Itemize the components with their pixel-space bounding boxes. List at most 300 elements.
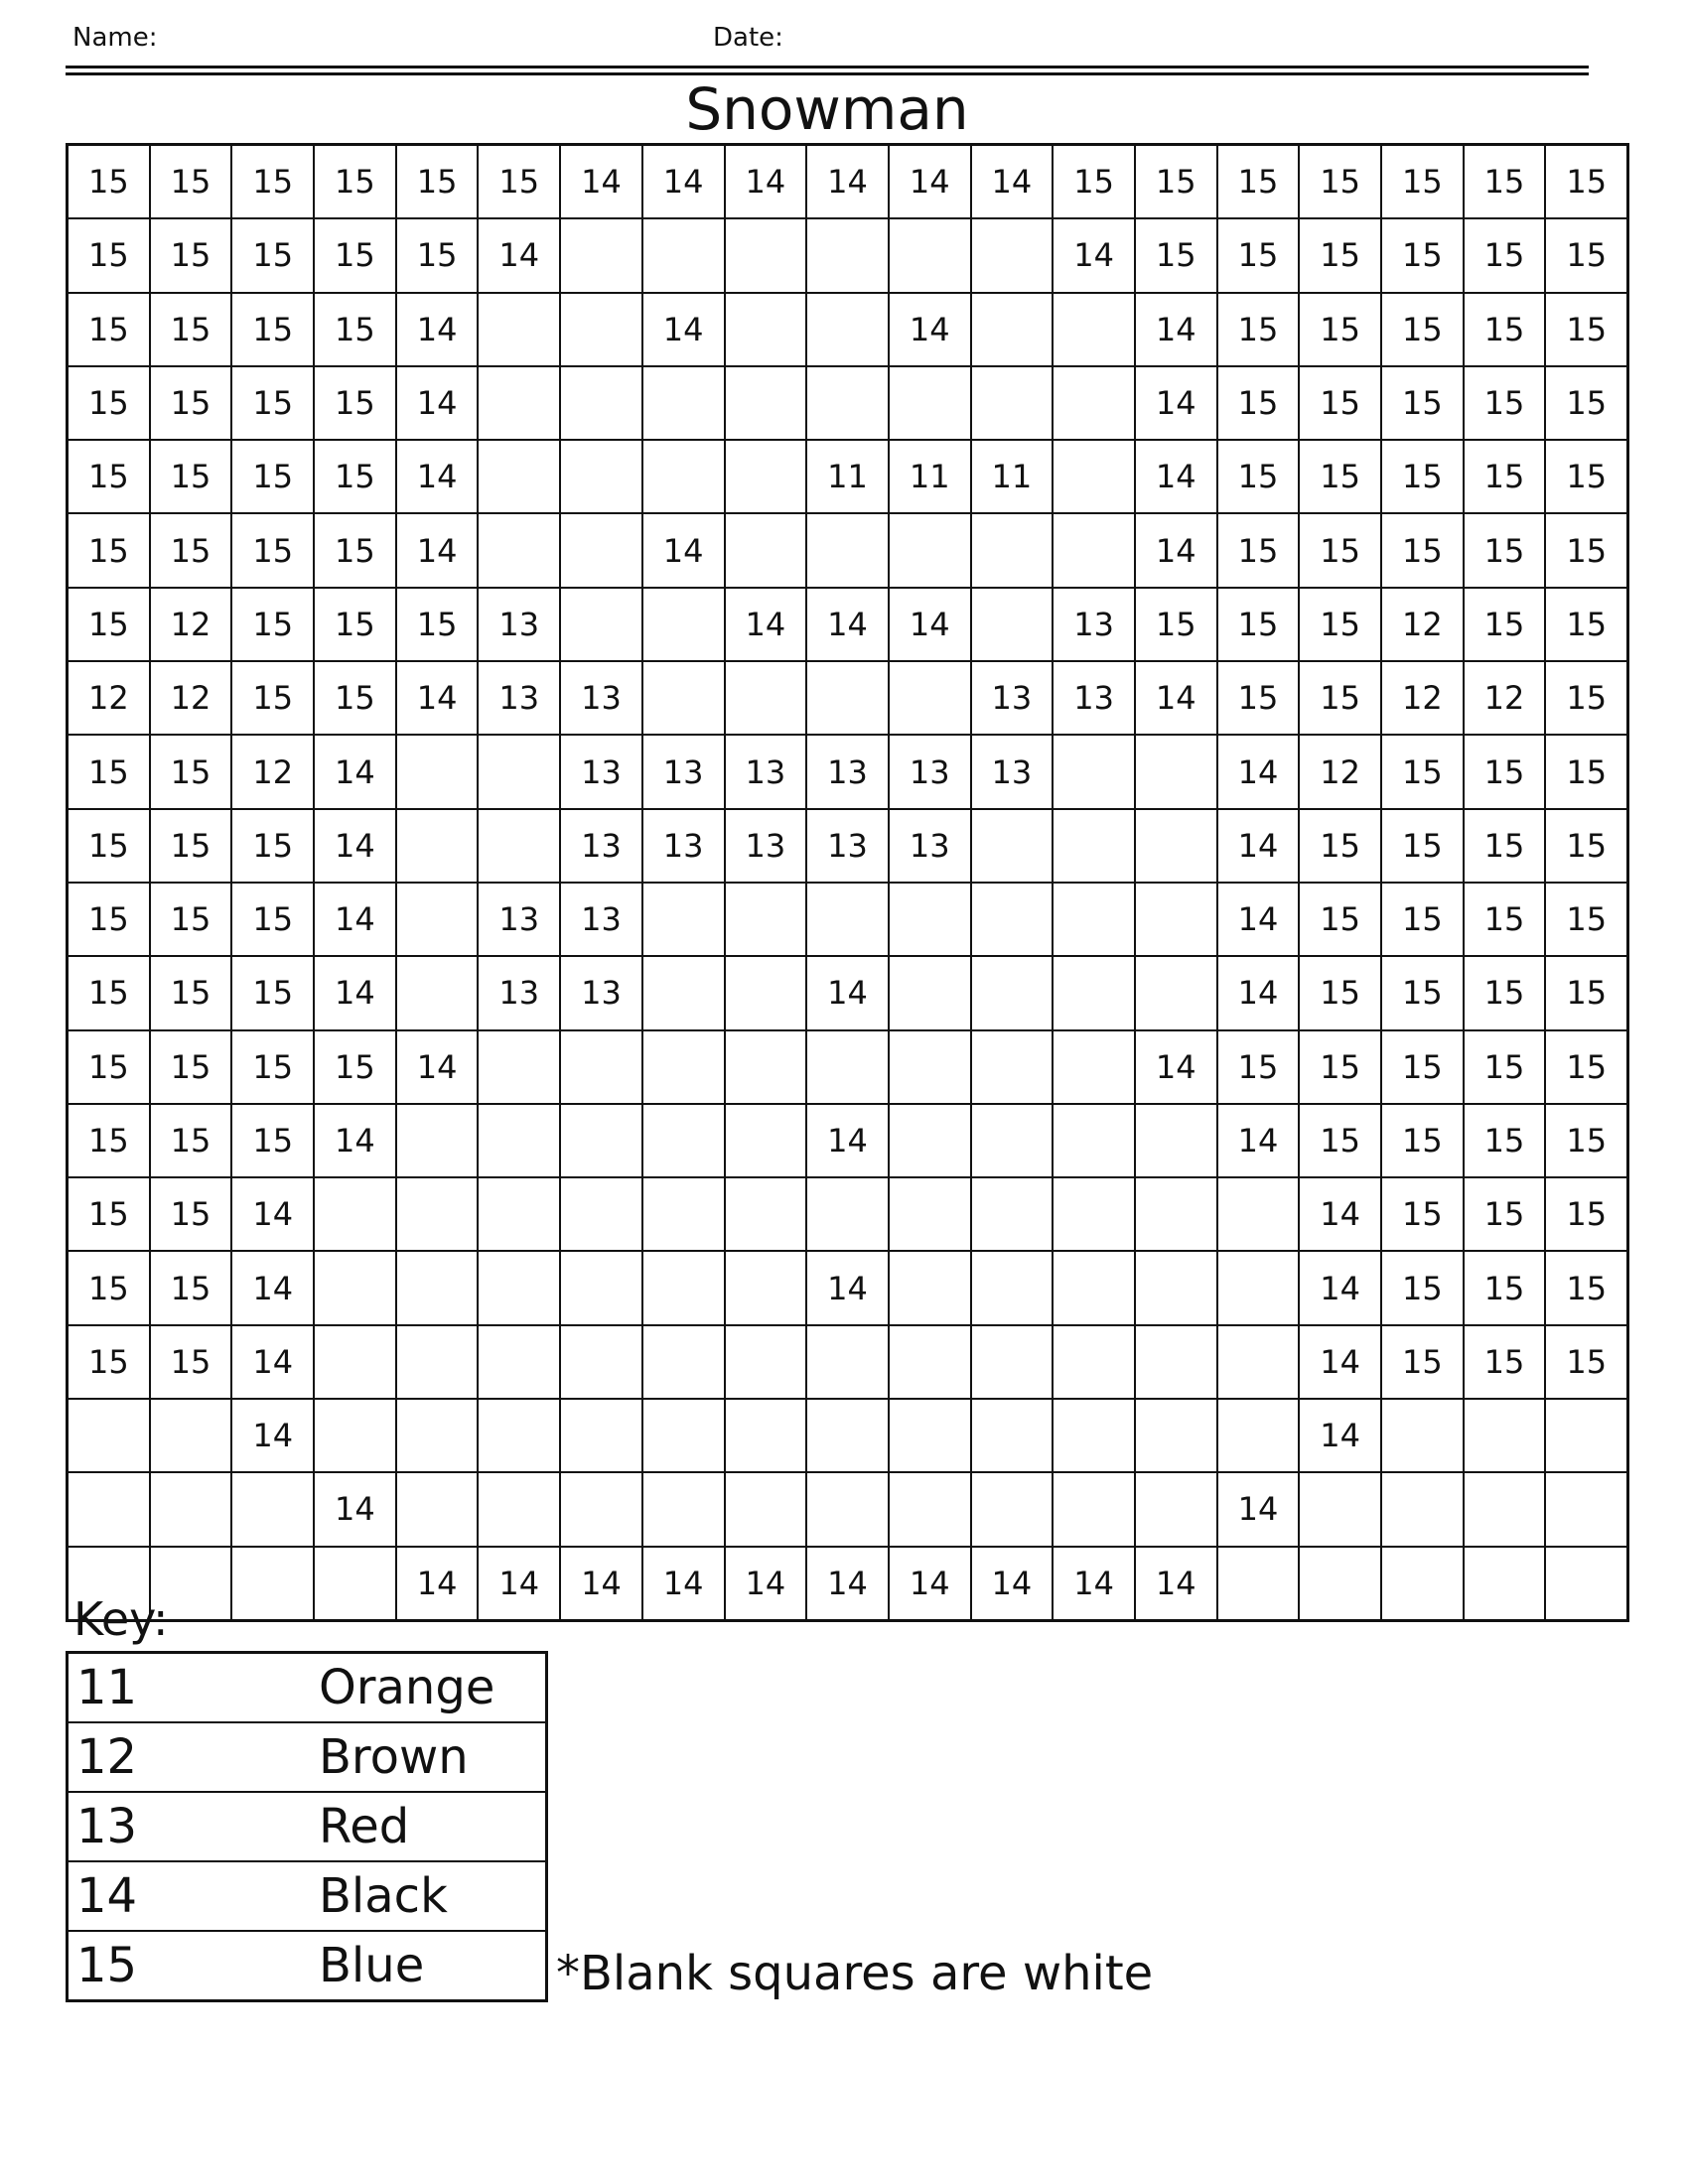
grid-row bbox=[68, 1104, 1628, 1177]
grid-cell bbox=[1135, 809, 1217, 883]
key-number: 13 bbox=[68, 1792, 320, 1861]
grid-cell: 15 bbox=[68, 366, 150, 440]
grid-cell: 14 bbox=[1053, 1547, 1135, 1621]
key-number: 11 bbox=[68, 1653, 320, 1723]
grid-cell: 15 bbox=[68, 956, 150, 1029]
grid-cell: 15 bbox=[1464, 293, 1546, 366]
grid-cell: 15 bbox=[1545, 883, 1627, 956]
grid-cell bbox=[231, 1472, 314, 1546]
grid-cell bbox=[1135, 1472, 1217, 1546]
grid-cell bbox=[1053, 956, 1135, 1029]
grid-cell: 15 bbox=[314, 145, 396, 219]
grid-cell: 15 bbox=[1545, 218, 1627, 292]
grid-cell: 11 bbox=[806, 440, 889, 513]
grid-cell bbox=[806, 661, 889, 735]
grid-cell bbox=[971, 883, 1054, 956]
grid-cell: 15 bbox=[1381, 735, 1464, 808]
grid-cell bbox=[478, 1177, 560, 1251]
grid-cell: 15 bbox=[1545, 1325, 1627, 1399]
grid-cell: 15 bbox=[150, 956, 232, 1029]
grid-cell: 13 bbox=[560, 809, 642, 883]
grid-cell: 15 bbox=[1381, 513, 1464, 587]
grid-cell bbox=[478, 513, 560, 587]
key-number: 14 bbox=[68, 1861, 320, 1931]
grid-cell bbox=[642, 440, 725, 513]
grid-cell: 14 bbox=[889, 1547, 971, 1621]
grid-cell bbox=[1135, 735, 1217, 808]
grid-cell bbox=[642, 883, 725, 956]
grid-cell: 15 bbox=[314, 440, 396, 513]
key-number: 15 bbox=[68, 1931, 320, 2001]
blank-squares-note: *Blank squares are white bbox=[556, 1946, 1154, 2001]
grid-cell: 15 bbox=[1299, 218, 1381, 292]
grid-cell: 15 bbox=[231, 218, 314, 292]
grid-cell bbox=[478, 1399, 560, 1472]
grid-cell: 15 bbox=[1545, 809, 1627, 883]
grid-cell bbox=[1464, 1547, 1546, 1621]
grid-cell bbox=[889, 1177, 971, 1251]
grid-cell: 15 bbox=[1464, 956, 1546, 1029]
grid-cell bbox=[478, 1251, 560, 1324]
grid-cell bbox=[1053, 1177, 1135, 1251]
grid-cell bbox=[806, 513, 889, 587]
grid-cell bbox=[1135, 1104, 1217, 1177]
grid-cell bbox=[1299, 1472, 1381, 1546]
grid-cell: 14 bbox=[1135, 293, 1217, 366]
grid-cell: 15 bbox=[1464, 1177, 1546, 1251]
grid-cell: 15 bbox=[1545, 1030, 1627, 1104]
grid-cell: 14 bbox=[1135, 1547, 1217, 1621]
grid-cell bbox=[642, 366, 725, 440]
grid-cell: 15 bbox=[396, 588, 479, 661]
grid-cell: 15 bbox=[1464, 735, 1546, 808]
grid-cell bbox=[806, 1399, 889, 1472]
grid-cell: 15 bbox=[1381, 1104, 1464, 1177]
key-row bbox=[68, 1792, 547, 1861]
grid-cell: 15 bbox=[1217, 293, 1300, 366]
grid-cell: 15 bbox=[1545, 588, 1627, 661]
grid-cell: 12 bbox=[1464, 661, 1546, 735]
grid-cell bbox=[314, 1399, 396, 1472]
grid-row bbox=[68, 440, 1628, 513]
grid-cell: 15 bbox=[150, 218, 232, 292]
grid-cell bbox=[1381, 1399, 1464, 1472]
key-label: Key: bbox=[73, 1592, 169, 1646]
grid-cell: 15 bbox=[1135, 145, 1217, 219]
grid-cell: 14 bbox=[725, 588, 807, 661]
grid-cell: 13 bbox=[478, 588, 560, 661]
grid-cell bbox=[971, 1251, 1054, 1324]
grid-cell: 14 bbox=[971, 1547, 1054, 1621]
grid-cell: 13 bbox=[560, 883, 642, 956]
grid-cell: 15 bbox=[150, 1104, 232, 1177]
grid-cell: 15 bbox=[231, 1030, 314, 1104]
grid-cell: 15 bbox=[1381, 440, 1464, 513]
grid-cell: 15 bbox=[231, 513, 314, 587]
grid-cell: 15 bbox=[314, 1030, 396, 1104]
grid-row bbox=[68, 883, 1628, 956]
key-color-name: Black bbox=[319, 1861, 547, 1931]
grid-cell: 15 bbox=[1381, 956, 1464, 1029]
grid-cell: 14 bbox=[642, 293, 725, 366]
grid-cell: 14 bbox=[314, 735, 396, 808]
grid-cell bbox=[971, 956, 1054, 1029]
grid-cell bbox=[642, 588, 725, 661]
grid-cell: 15 bbox=[231, 440, 314, 513]
grid-cell: 13 bbox=[478, 883, 560, 956]
grid-cell bbox=[396, 1472, 479, 1546]
grid-cell: 15 bbox=[150, 293, 232, 366]
grid-cell bbox=[560, 1104, 642, 1177]
grid-cell: 14 bbox=[1217, 1472, 1300, 1546]
grid-row bbox=[68, 956, 1628, 1029]
grid-cell: 15 bbox=[1217, 1030, 1300, 1104]
grid-cell bbox=[1135, 1177, 1217, 1251]
grid-cell: 15 bbox=[396, 145, 479, 219]
grid-cell: 14 bbox=[1299, 1177, 1381, 1251]
grid-cell bbox=[889, 1325, 971, 1399]
grid-cell: 15 bbox=[150, 809, 232, 883]
grid-cell: 15 bbox=[1381, 145, 1464, 219]
grid-cell: 15 bbox=[1299, 883, 1381, 956]
grid-cell: 15 bbox=[1464, 440, 1546, 513]
key-color-name: Blue bbox=[319, 1931, 547, 2001]
grid-cell: 15 bbox=[1299, 440, 1381, 513]
grid-cell: 14 bbox=[231, 1251, 314, 1324]
grid-cell: 15 bbox=[1217, 513, 1300, 587]
grid-cell: 15 bbox=[1217, 218, 1300, 292]
grid-row bbox=[68, 809, 1628, 883]
grid-cell: 15 bbox=[1299, 1104, 1381, 1177]
grid-cell: 15 bbox=[1464, 883, 1546, 956]
grid-cell: 15 bbox=[1545, 1104, 1627, 1177]
grid-cell bbox=[889, 661, 971, 735]
grid-cell bbox=[1381, 1472, 1464, 1546]
grid-cell: 15 bbox=[478, 145, 560, 219]
grid-cell bbox=[314, 1177, 396, 1251]
grid-cell bbox=[806, 218, 889, 292]
grid-cell: 15 bbox=[68, 1030, 150, 1104]
grid-cell: 15 bbox=[1464, 1104, 1546, 1177]
grid-cell bbox=[889, 513, 971, 587]
grid-cell bbox=[725, 1104, 807, 1177]
grid-cell bbox=[1217, 1177, 1300, 1251]
grid-cell: 15 bbox=[1545, 440, 1627, 513]
grid-cell bbox=[68, 1399, 150, 1472]
grid-cell: 15 bbox=[150, 883, 232, 956]
grid-cell: 15 bbox=[1545, 293, 1627, 366]
key-number: 12 bbox=[68, 1722, 320, 1792]
grid-cell: 14 bbox=[1299, 1399, 1381, 1472]
key-color-name: Orange bbox=[319, 1653, 547, 1723]
grid-cell: 15 bbox=[1545, 661, 1627, 735]
grid-cell bbox=[725, 1472, 807, 1546]
grid-cell bbox=[1464, 1472, 1546, 1546]
grid-cell: 12 bbox=[1381, 588, 1464, 661]
grid-row bbox=[68, 1547, 1628, 1621]
grid-cell bbox=[1135, 883, 1217, 956]
grid-cell: 14 bbox=[396, 661, 479, 735]
grid-cell: 13 bbox=[725, 735, 807, 808]
grid-cell bbox=[725, 956, 807, 1029]
grid-cell: 12 bbox=[150, 588, 232, 661]
grid-cell: 14 bbox=[971, 145, 1054, 219]
grid-cell bbox=[642, 1177, 725, 1251]
grid-cell: 14 bbox=[231, 1399, 314, 1472]
key-row bbox=[68, 1931, 547, 2001]
grid-cell bbox=[1053, 366, 1135, 440]
grid-cell: 14 bbox=[396, 513, 479, 587]
grid-cell: 11 bbox=[889, 440, 971, 513]
grid-cell bbox=[971, 809, 1054, 883]
grid-cell bbox=[725, 440, 807, 513]
grid-cell: 15 bbox=[150, 513, 232, 587]
grid-cell: 15 bbox=[150, 366, 232, 440]
grid-cell: 14 bbox=[1135, 1030, 1217, 1104]
grid-cell bbox=[478, 1325, 560, 1399]
grid-cell: 13 bbox=[889, 809, 971, 883]
grid-cell bbox=[1053, 1104, 1135, 1177]
grid-cell: 14 bbox=[642, 1547, 725, 1621]
grid-row bbox=[68, 366, 1628, 440]
grid-cell: 14 bbox=[889, 145, 971, 219]
page-title: Snowman bbox=[685, 75, 969, 143]
grid-cell: 15 bbox=[1545, 1177, 1627, 1251]
grid-cell: 14 bbox=[806, 1251, 889, 1324]
grid-cell: 14 bbox=[1135, 513, 1217, 587]
grid-cell bbox=[971, 1030, 1054, 1104]
grid-cell bbox=[725, 293, 807, 366]
grid-cell: 14 bbox=[806, 145, 889, 219]
grid-row bbox=[68, 513, 1628, 587]
grid-cell bbox=[1464, 1399, 1546, 1472]
grid-cell bbox=[560, 293, 642, 366]
grid-cell bbox=[1217, 1251, 1300, 1324]
grid-cell: 15 bbox=[150, 735, 232, 808]
grid-cell: 15 bbox=[1299, 1030, 1381, 1104]
grid-cell bbox=[560, 1030, 642, 1104]
grid-cell: 15 bbox=[231, 366, 314, 440]
grid-cell: 15 bbox=[1464, 809, 1546, 883]
grid-cell: 14 bbox=[642, 145, 725, 219]
grid-row bbox=[68, 1030, 1628, 1104]
grid-cell bbox=[396, 1104, 479, 1177]
grid-cell: 15 bbox=[314, 513, 396, 587]
grid-cell bbox=[806, 1177, 889, 1251]
grid-cell bbox=[889, 1399, 971, 1472]
grid-cell: 14 bbox=[1217, 735, 1300, 808]
grid-cell: 15 bbox=[1545, 956, 1627, 1029]
grid-cell: 13 bbox=[971, 661, 1054, 735]
grid-cell: 14 bbox=[314, 883, 396, 956]
grid-cell bbox=[1545, 1472, 1627, 1546]
color-by-number-grid bbox=[66, 143, 1629, 1622]
grid-cell: 14 bbox=[560, 1547, 642, 1621]
grid-cell: 13 bbox=[806, 735, 889, 808]
grid-cell bbox=[889, 883, 971, 956]
grid-cell bbox=[68, 1472, 150, 1546]
grid-cell bbox=[725, 1399, 807, 1472]
grid-cell bbox=[396, 883, 479, 956]
grid-cell: 15 bbox=[1381, 883, 1464, 956]
grid-cell: 14 bbox=[725, 1547, 807, 1621]
grid-cell: 15 bbox=[231, 145, 314, 219]
grid-cell: 14 bbox=[889, 588, 971, 661]
grid-cell: 15 bbox=[150, 1325, 232, 1399]
grid-cell bbox=[1217, 1399, 1300, 1472]
grid-cell: 15 bbox=[1464, 513, 1546, 587]
grid-cell bbox=[1053, 1251, 1135, 1324]
grid-cell: 13 bbox=[478, 956, 560, 1029]
grid-cell bbox=[642, 218, 725, 292]
grid-row bbox=[68, 1472, 1628, 1546]
grid-cell: 15 bbox=[1381, 293, 1464, 366]
grid-cell: 15 bbox=[1217, 366, 1300, 440]
grid-row bbox=[68, 661, 1628, 735]
grid-cell bbox=[396, 809, 479, 883]
grid-cell: 15 bbox=[1299, 661, 1381, 735]
grid-cell: 15 bbox=[1545, 735, 1627, 808]
grid-cell bbox=[725, 883, 807, 956]
grid-cell: 15 bbox=[314, 293, 396, 366]
grid-cell: 15 bbox=[231, 293, 314, 366]
grid-cell bbox=[560, 1177, 642, 1251]
grid-cell: 15 bbox=[1464, 218, 1546, 292]
grid-cell: 14 bbox=[1217, 956, 1300, 1029]
grid-cell: 13 bbox=[478, 661, 560, 735]
grid-cell: 15 bbox=[150, 1177, 232, 1251]
grid-cell: 15 bbox=[1299, 956, 1381, 1029]
grid-cell bbox=[478, 366, 560, 440]
grid-cell bbox=[725, 218, 807, 292]
grid-cell bbox=[725, 1325, 807, 1399]
grid-cell: 15 bbox=[1464, 588, 1546, 661]
grid-cell: 15 bbox=[1381, 1251, 1464, 1324]
grid-cell bbox=[725, 1177, 807, 1251]
grid-cell: 15 bbox=[396, 218, 479, 292]
grid-cell: 15 bbox=[314, 218, 396, 292]
grid-cell: 15 bbox=[231, 1104, 314, 1177]
grid-cell bbox=[889, 218, 971, 292]
grid-cell bbox=[889, 956, 971, 1029]
grid-cell: 15 bbox=[1217, 145, 1300, 219]
grid-cell: 15 bbox=[1464, 1030, 1546, 1104]
grid-cell: 14 bbox=[396, 293, 479, 366]
grid-cell bbox=[642, 1251, 725, 1324]
grid-cell: 13 bbox=[806, 809, 889, 883]
grid-cell bbox=[560, 440, 642, 513]
grid-cell bbox=[478, 1030, 560, 1104]
grid-cell bbox=[971, 218, 1054, 292]
grid-cell: 15 bbox=[314, 661, 396, 735]
grid-cell bbox=[231, 1547, 314, 1621]
grid-cell: 15 bbox=[68, 809, 150, 883]
grid-cell: 14 bbox=[314, 956, 396, 1029]
grid-cell: 14 bbox=[1135, 440, 1217, 513]
grid-cell bbox=[1545, 1399, 1627, 1472]
grid-cell: 15 bbox=[68, 1251, 150, 1324]
grid-cell bbox=[478, 1472, 560, 1546]
grid-cell: 15 bbox=[1299, 513, 1381, 587]
grid-cell: 12 bbox=[1381, 661, 1464, 735]
grid-cell bbox=[642, 1104, 725, 1177]
grid-cell: 14 bbox=[314, 1472, 396, 1546]
grid-cell: 15 bbox=[1545, 145, 1627, 219]
grid-cell bbox=[150, 1399, 232, 1472]
grid-row bbox=[68, 1177, 1628, 1251]
grid-cell bbox=[150, 1472, 232, 1546]
grid-cell bbox=[806, 1325, 889, 1399]
grid-cell bbox=[1053, 1325, 1135, 1399]
grid-cell bbox=[971, 293, 1054, 366]
grid-cell: 15 bbox=[1299, 293, 1381, 366]
grid-cell: 15 bbox=[231, 809, 314, 883]
grid-cell bbox=[560, 218, 642, 292]
grid-cell: 13 bbox=[1053, 661, 1135, 735]
grid-cell: 15 bbox=[1381, 1030, 1464, 1104]
grid-cell bbox=[1053, 1472, 1135, 1546]
grid-cell: 15 bbox=[1464, 366, 1546, 440]
grid-cell bbox=[560, 366, 642, 440]
grid-row bbox=[68, 1251, 1628, 1324]
grid-cell: 15 bbox=[1381, 218, 1464, 292]
grid-cell bbox=[478, 440, 560, 513]
header-rule-top bbox=[66, 66, 1589, 68]
grid-cell: 13 bbox=[725, 809, 807, 883]
grid-cell: 15 bbox=[231, 588, 314, 661]
grid-cell: 15 bbox=[68, 440, 150, 513]
grid-cell bbox=[971, 513, 1054, 587]
grid-cell bbox=[889, 366, 971, 440]
grid-row bbox=[68, 1399, 1628, 1472]
grid-cell: 14 bbox=[478, 218, 560, 292]
grid-cell: 15 bbox=[68, 588, 150, 661]
grid-cell bbox=[1217, 1325, 1300, 1399]
grid-cell: 14 bbox=[889, 293, 971, 366]
grid-cell bbox=[1053, 513, 1135, 587]
grid-cell: 15 bbox=[1299, 809, 1381, 883]
grid-cell: 14 bbox=[396, 1030, 479, 1104]
grid-cell: 14 bbox=[806, 1104, 889, 1177]
grid-cell: 12 bbox=[231, 735, 314, 808]
grid-cell: 14 bbox=[1053, 218, 1135, 292]
grid-cell bbox=[971, 1104, 1054, 1177]
grid-cell bbox=[1053, 293, 1135, 366]
grid-cell bbox=[806, 1472, 889, 1546]
grid-cell: 15 bbox=[1217, 440, 1300, 513]
grid-cell: 14 bbox=[478, 1547, 560, 1621]
grid-cell bbox=[478, 293, 560, 366]
grid-cell: 15 bbox=[1464, 145, 1546, 219]
grid-cell: 15 bbox=[1545, 366, 1627, 440]
grid-cell: 15 bbox=[68, 1325, 150, 1399]
grid-cell bbox=[642, 1472, 725, 1546]
grid-cell bbox=[396, 1251, 479, 1324]
grid-cell: 14 bbox=[642, 513, 725, 587]
grid-cell: 14 bbox=[806, 956, 889, 1029]
grid-cell bbox=[971, 1325, 1054, 1399]
grid-cell bbox=[806, 293, 889, 366]
grid-cell bbox=[806, 883, 889, 956]
grid-cell: 15 bbox=[1464, 1325, 1546, 1399]
grid-cell: 15 bbox=[1135, 218, 1217, 292]
grid-cell: 14 bbox=[314, 1104, 396, 1177]
grid-cell bbox=[971, 588, 1054, 661]
grid-cell bbox=[396, 956, 479, 1029]
grid-cell: 15 bbox=[1381, 1325, 1464, 1399]
grid-cell bbox=[1135, 1251, 1217, 1324]
grid-cell: 15 bbox=[1381, 366, 1464, 440]
